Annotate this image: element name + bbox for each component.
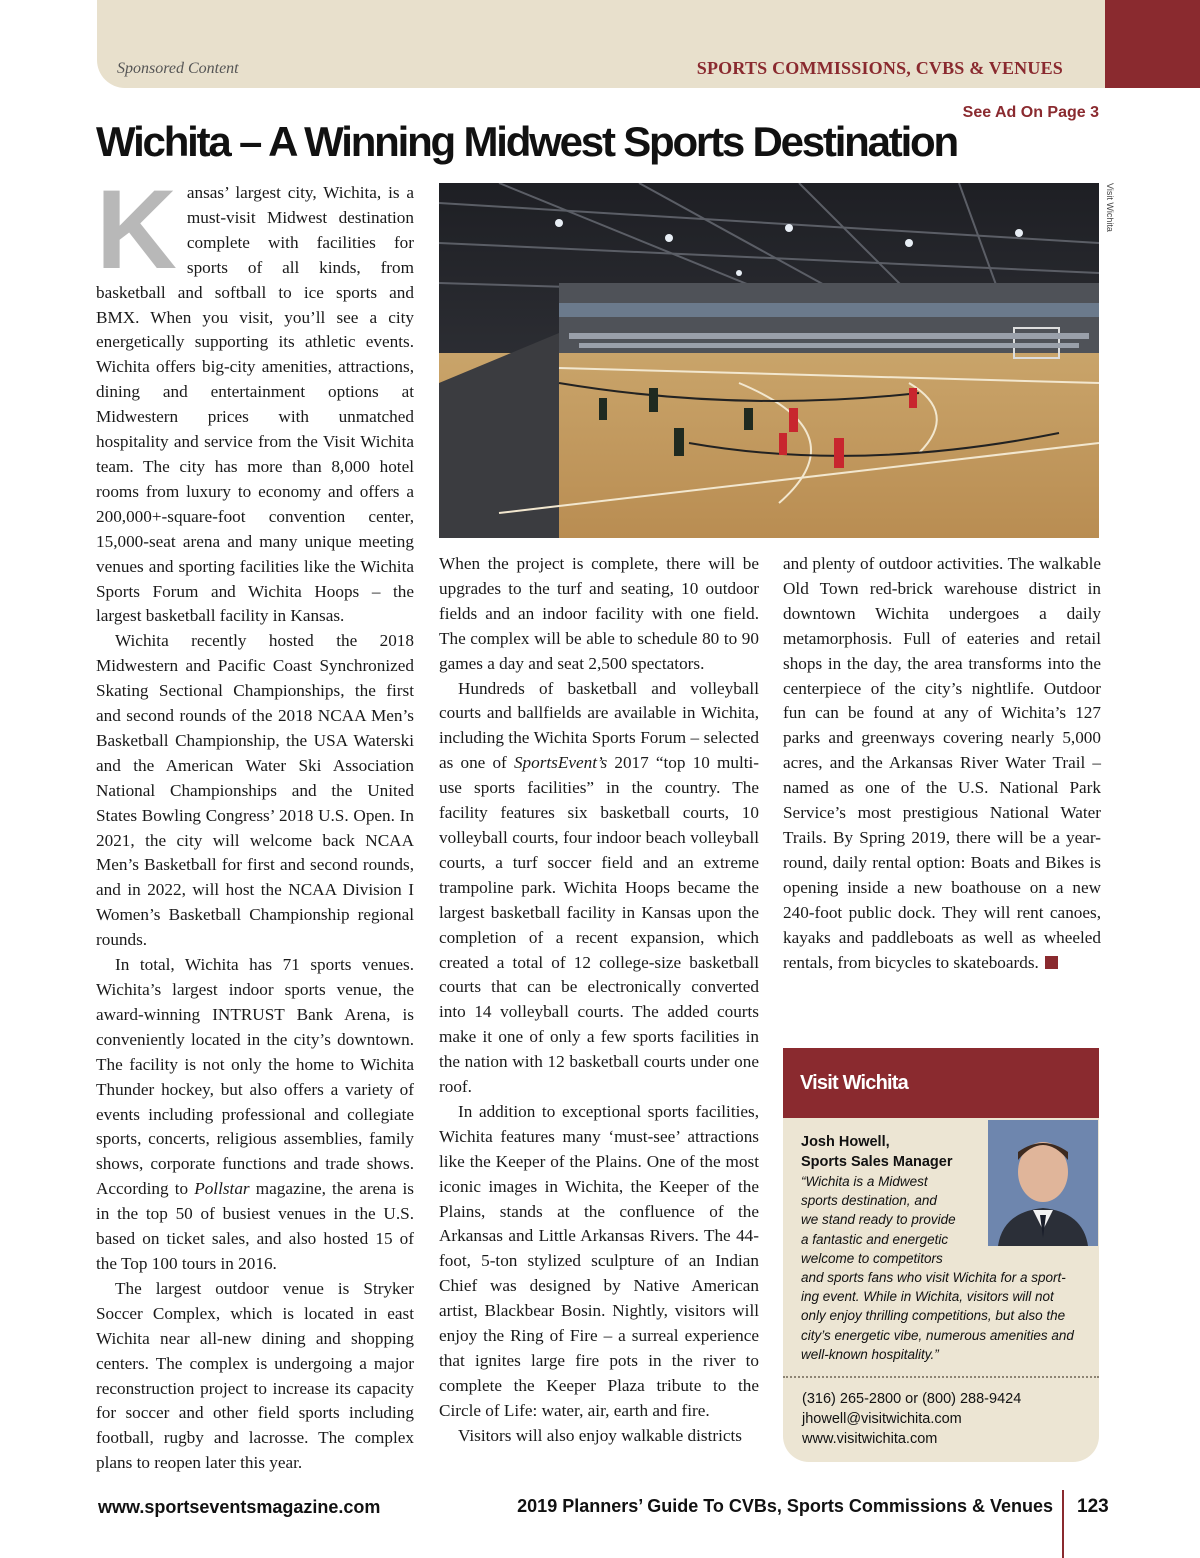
footer-website-link[interactable]: www.sportseventsmagazine.com bbox=[98, 1497, 381, 1517]
footer-publication-title: 2019 Planners’ Guide To CVBs, Sports Commissions & Venues bbox=[517, 1496, 1053, 1516]
article-column-3 bbox=[783, 552, 1101, 975]
quote-line: we stand ready to provide bbox=[801, 1212, 956, 1228]
section-label: SPORTS COMMISSIONS, CVBS & VENUES bbox=[696, 58, 1063, 78]
article-paragraph: Wichita recently hosted the 2018 Midwestern and Pacific Coast Synchronized Skating Sectional Championships, the first and second rounds of the 2018 NCAA Men’s Basketball Championship, the USA Waterski and the American Water Ski Association National Championships and the United States Bowling Congress’ 2018 U.S. Open. In 2021, the city will welcome back NCAA Men’s Basketball for first and second rounds, and in 2022, will host the NCAA Division I Women’s Basketball Championship regional rounds. bbox=[96, 631, 414, 950]
basketball-arena-photo bbox=[439, 183, 1099, 538]
article-paragraph bbox=[783, 552, 1101, 975]
quote-line: a fantastic and energetic bbox=[801, 1231, 949, 1247]
contact-email-link[interactable]: jhowell@visitwichita.com bbox=[802, 1411, 962, 1427]
sidebar-title: Visit Wichita bbox=[800, 1072, 908, 1094]
article-paragraph bbox=[96, 953, 414, 1277]
quote-line: city’s energetic vibe, numerous amenities and bbox=[801, 1327, 1074, 1343]
article-paragraph: In addition to exceptional sports facilities, Wichita features many ‘must-see’ attractions like the Keeper of the Plains. One of the most iconic images in Wichita, the Keeper of the Plains, stands at the confluence of the Arkansas and Little Arkansas Rivers. The 44-foot, 5-ton stylized sculpture of an Indian Chief was designed by Native American artist, Blackbear Bosin. Nightly, visitors will enjoy the Ring of Fire – a surreal experience that ignites large fire pots in the river to complete the Keeper Plaza tribute to the Circle of Life: water, air, earth and fire. bbox=[439, 1101, 759, 1420]
contact-phone[interactable]: (316) 265-2800 or (800) 288-9424 bbox=[802, 1391, 1022, 1407]
article-column-1 bbox=[96, 167, 415, 1476]
quote-line: ing event. While in Wichita, visitors will not bbox=[801, 1289, 1054, 1305]
article-paragraph bbox=[439, 677, 759, 1100]
article-title: Wichita – A Winning Midwest Sports Destination bbox=[96, 118, 957, 165]
quote-line: “Wichita is a Midwest bbox=[801, 1174, 928, 1189]
quote-line: welcome to competitors bbox=[801, 1250, 943, 1266]
quote-line: and sports fans who visit Wichita for a sport- bbox=[801, 1270, 1066, 1286]
contact-name: Josh Howell, bbox=[801, 1134, 890, 1150]
paragraph-text: and plenty of outdoor activities. The walkable Old Town red-brick warehouse district in downtown Wichita undergoes a daily metamorphosis. Full of eateries and retail shops in the day, the area transforms into the centerpiece of the city’s nightlife. Outdoor fun can be found at any of Wichita’s 127 parks and greenways covering nearly 5,000 acres, and the Arkansas River Water Trail – named as one of the U.S. National Park Service’s most prestigious National Water Trails. By Spring 2019, there will be a year-round, daily rental option: Boats and Bikes is opening inside a new boathouse on a new 240-foot public dock. They will rent canoes, kayaks and paddleboats as well as wheeled rentals, from bicycles to skateboards. bbox=[783, 554, 1101, 972]
article-column-2 bbox=[439, 552, 759, 1449]
quote-line: only enjoy thrilling competitions, but also the bbox=[801, 1308, 1066, 1324]
paragraph-text: magazine, the arena is in the top 50 of busiest venues in the U.S. based on ticket sales, and also hosted 15 of the Top 100 tours in 2016. bbox=[96, 1179, 415, 1273]
article-paragraph: Visitors will also enjoy walkable districts bbox=[458, 1425, 742, 1445]
quote-line: sports destination, and bbox=[801, 1193, 937, 1209]
contact-website-link[interactable]: www.visitwichita.com bbox=[802, 1431, 938, 1447]
sponsored-label: Sponsored Content bbox=[117, 60, 239, 77]
publication-name: SportsEvent’s bbox=[513, 753, 608, 773]
paragraph-text: In total, Wichita has 71 sports venues. Wichita’s largest indoor sports venue, the award-winning INTRUST Bank Arena, is conveniently located in the city’s downtown. The facility is not only the home to Wichita Thunder hockey, but also offers a variety of events including professional and collegiate sports, concerts, religious assemblies, family shows, corporate functions and trade shows. According to bbox=[96, 955, 414, 1199]
dropcap: K bbox=[96, 167, 177, 292]
paragraph-text: 2017 “top 10 multi-use sports facilities” in the country. The facility features six basketball courts, 10 volleyball courts, four indoor beach volleyball courts, a turf soccer field and an extreme trampoline park. Wichita Hoops became the largest basketball facility in Kansas upon the completion of a recent expansion, which created a total of 12 college-size basketball courts that can be electronically converted into 14 volleyball courts. The added courts make it one of only a few sports facilities in the nation with 12 basketball courts under one roof. bbox=[439, 753, 760, 1097]
end-mark-icon bbox=[1045, 956, 1058, 969]
quote-line: well-known hospitality.” bbox=[801, 1346, 939, 1362]
contact-quote bbox=[801, 1172, 1093, 1364]
header-accent-block bbox=[1105, 0, 1200, 88]
publication-name: Pollstar bbox=[194, 1179, 250, 1199]
footer-divider bbox=[1062, 1490, 1064, 1558]
paragraph-text: ansas’ largest city, Wichita, is a must-visit Midwest destination complete with facilities for sports of all kinds, from basketball and softball to ice sports and BMX. When you visit, you’ll see a city energetically supporting its athletic events. Wichita offers big-city amenities, attractions, dining and entertainment options at Midwestern prices with unmatched hospitality and service from the Visit Wichita team. The city has more than 8,000 hotel rooms from luxury to economy and offers a 200,000+-square-foot convention center, 15,000-seat arena and many unique meeting venues and sporting facilities like the Wichita Sports Forum and Wichita Hoops – the largest basketball facility in Kansas. bbox=[96, 183, 414, 626]
contact-sidebar bbox=[783, 1048, 1099, 1462]
see-ad-link[interactable]: See Ad On Page 3 bbox=[962, 104, 1099, 121]
paragraph-text: Hundreds of basketball and volleyball courts and ballfields are available in Wichita, including the Wichita Sports Forum – selected as one of bbox=[439, 678, 759, 773]
page-number: 123 bbox=[1077, 1496, 1109, 1517]
article-paragraph bbox=[96, 167, 414, 629]
article-paragraph: The largest outdoor venue is Stryker Soccer Complex, which is located in east Wichita near all-new dining and shopping centers. The complex is undergoing a major reconstruction project to increase its capacity for soccer and other field sports including football, rugby and lacrosse. The complex plans to reopen later this year. bbox=[96, 1278, 414, 1473]
sidebar-divider bbox=[783, 1376, 1099, 1378]
contact-name-block bbox=[801, 1132, 953, 1172]
contact-role: Sports Sales Manager bbox=[801, 1154, 953, 1170]
article-paragraph: When the project is complete, there will be upgrades to the turf and seating, 10 outdoor fields and an indoor facility with one field. The complex will be able to schedule 80 to 90 games a day and seat 2,500 spectators. bbox=[439, 554, 759, 673]
sidebar-header bbox=[783, 1048, 1099, 1118]
photo-credit: Visit Wichita bbox=[1105, 183, 1115, 232]
